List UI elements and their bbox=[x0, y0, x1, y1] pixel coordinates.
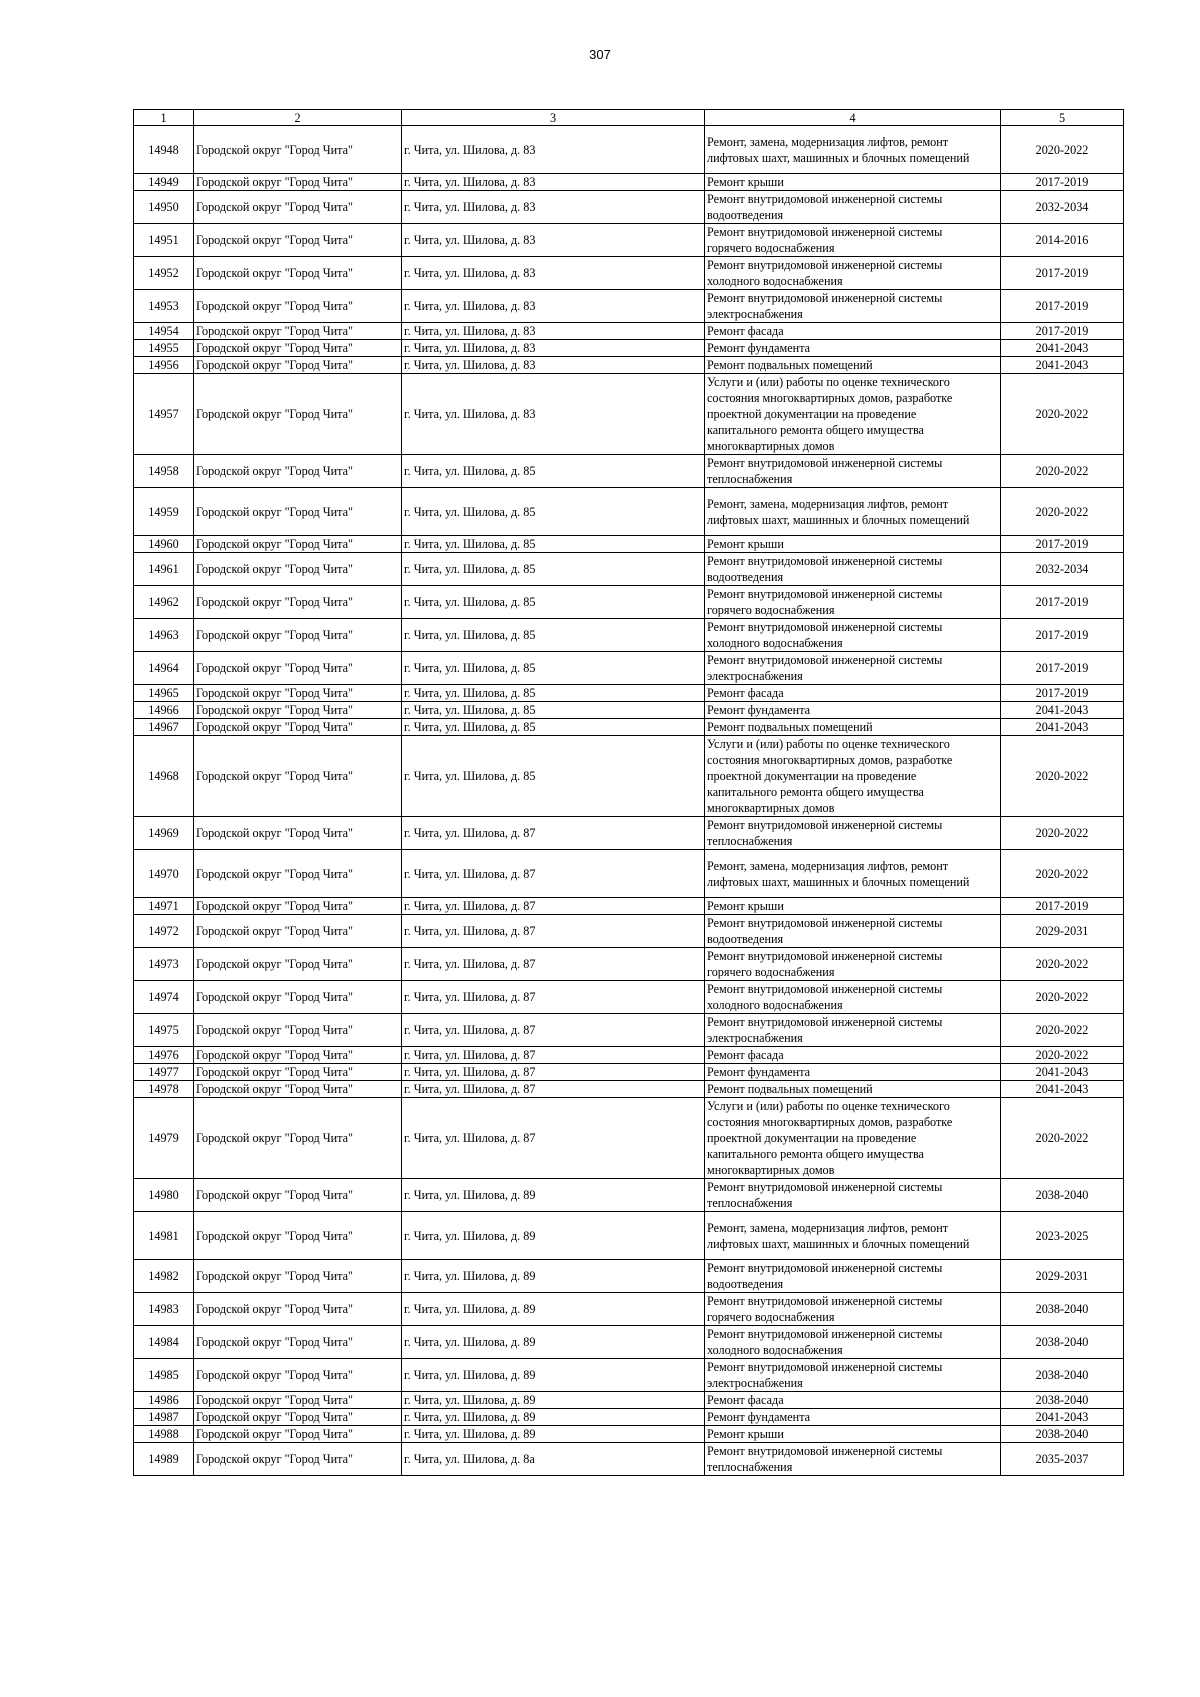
row-number: 14980 bbox=[134, 1179, 194, 1212]
row-number: 14961 bbox=[134, 553, 194, 586]
work-type-cell: Ремонт крыши bbox=[705, 174, 1001, 191]
address-cell: г. Чита, ул. Шилова, д. 85 bbox=[402, 536, 705, 553]
address-cell: г. Чита, ул. Шилова, д. 85 bbox=[402, 685, 705, 702]
period-cell: 2038-2040 bbox=[1001, 1392, 1124, 1409]
period-cell: 2017-2019 bbox=[1001, 898, 1124, 915]
row-number: 14950 bbox=[134, 191, 194, 224]
address-cell: г. Чита, ул. Шилова, д. 83 bbox=[402, 257, 705, 290]
work-type-cell: Ремонт фундамента bbox=[705, 1409, 1001, 1426]
row-number: 14968 bbox=[134, 736, 194, 817]
row-number: 14952 bbox=[134, 257, 194, 290]
work-type-cell: Ремонт фасада bbox=[705, 1392, 1001, 1409]
period-cell: 2041-2043 bbox=[1001, 357, 1124, 374]
municipality-cell: Городской округ "Город Чита" bbox=[194, 488, 402, 536]
municipality-cell: Городской округ "Город Чита" bbox=[194, 1443, 402, 1476]
table-row bbox=[134, 915, 1124, 948]
table-row bbox=[134, 817, 1124, 850]
table-row bbox=[134, 536, 1124, 553]
table-row bbox=[134, 1359, 1124, 1392]
address-cell: г. Чита, ул. Шилова, д. 85 bbox=[402, 652, 705, 685]
municipality-cell: Городской округ "Город Чита" bbox=[194, 915, 402, 948]
municipality-cell: Городской округ "Город Чита" bbox=[194, 1326, 402, 1359]
table-row bbox=[134, 126, 1124, 174]
row-number: 14957 bbox=[134, 374, 194, 455]
repair-schedule-table bbox=[133, 109, 1124, 1476]
municipality-cell: Городской округ "Город Чита" bbox=[194, 850, 402, 898]
municipality-cell: Городской округ "Город Чита" bbox=[194, 1064, 402, 1081]
table-row bbox=[134, 1212, 1124, 1260]
row-number: 14982 bbox=[134, 1260, 194, 1293]
address-cell: г. Чита, ул. Шилова, д. 87 bbox=[402, 817, 705, 850]
row-number: 14979 bbox=[134, 1098, 194, 1179]
period-cell: 2020-2022 bbox=[1001, 126, 1124, 174]
period-cell: 2020-2022 bbox=[1001, 817, 1124, 850]
work-type-cell: Ремонт внутридомовой инженерной системы горячего водоснабжения bbox=[705, 948, 1001, 981]
period-cell: 2020-2022 bbox=[1001, 374, 1124, 455]
address-cell: г. Чита, ул. Шилова, д. 83 bbox=[402, 174, 705, 191]
row-number: 14972 bbox=[134, 915, 194, 948]
address-cell: г. Чита, ул. Шилова, д. 89 bbox=[402, 1179, 705, 1212]
period-cell: 2020-2022 bbox=[1001, 850, 1124, 898]
municipality-cell: Городской округ "Город Чита" bbox=[194, 1409, 402, 1426]
period-cell: 2017-2019 bbox=[1001, 290, 1124, 323]
municipality-cell: Городской округ "Город Чита" bbox=[194, 1260, 402, 1293]
work-type-cell: Услуги и (или) работы по оценке технического состояния многоквартирных домов, разработке проектной документации на проведение капитального ремонта общего имущества многоквартирных домов bbox=[705, 1098, 1001, 1179]
period-cell: 2017-2019 bbox=[1001, 174, 1124, 191]
address-cell: г. Чита, ул. Шилова, д. 85 bbox=[402, 736, 705, 817]
work-type-cell: Ремонт подвальных помещений bbox=[705, 357, 1001, 374]
work-type-cell: Ремонт внутридомовой инженерной системы водоотведения bbox=[705, 553, 1001, 586]
work-type-cell: Ремонт внутридомовой инженерной системы холодного водоснабжения bbox=[705, 981, 1001, 1014]
row-number: 14948 bbox=[134, 126, 194, 174]
period-cell: 2020-2022 bbox=[1001, 455, 1124, 488]
table-row bbox=[134, 736, 1124, 817]
period-cell: 2041-2043 bbox=[1001, 1081, 1124, 1098]
table-row bbox=[134, 1426, 1124, 1443]
municipality-cell: Городской округ "Город Чита" bbox=[194, 1426, 402, 1443]
address-cell: г. Чита, ул. Шилова, д. 85 bbox=[402, 455, 705, 488]
work-type-cell: Ремонт внутридомовой инженерной системы холодного водоснабжения bbox=[705, 257, 1001, 290]
address-cell: г. Чита, ул. Шилова, д. 85 bbox=[402, 488, 705, 536]
work-type-cell: Ремонт, замена, модернизация лифтов, ремонт лифтовых шахт, машинных и блочных помещений bbox=[705, 850, 1001, 898]
table-row bbox=[134, 948, 1124, 981]
address-cell: г. Чита, ул. Шилова, д. 87 bbox=[402, 898, 705, 915]
period-cell: 2017-2019 bbox=[1001, 652, 1124, 685]
row-number: 14983 bbox=[134, 1293, 194, 1326]
row-number: 14955 bbox=[134, 340, 194, 357]
work-type-cell: Ремонт внутридомовой инженерной системы электроснабжения bbox=[705, 1359, 1001, 1392]
period-cell: 2029-2031 bbox=[1001, 1260, 1124, 1293]
address-cell: г. Чита, ул. Шилова, д. 87 bbox=[402, 850, 705, 898]
period-cell: 2020-2022 bbox=[1001, 981, 1124, 1014]
row-number: 14964 bbox=[134, 652, 194, 685]
table-row bbox=[134, 1409, 1124, 1426]
municipality-cell: Городской округ "Город Чита" bbox=[194, 1047, 402, 1064]
municipality-cell: Городской округ "Город Чита" bbox=[194, 553, 402, 586]
period-cell: 2038-2040 bbox=[1001, 1179, 1124, 1212]
work-type-cell: Ремонт внутридомовой инженерной системы горячего водоснабжения bbox=[705, 586, 1001, 619]
period-cell: 2032-2034 bbox=[1001, 553, 1124, 586]
row-number: 14956 bbox=[134, 357, 194, 374]
municipality-cell: Городской округ "Город Чита" bbox=[194, 898, 402, 915]
table-header-row bbox=[134, 110, 1124, 126]
period-cell: 2038-2040 bbox=[1001, 1326, 1124, 1359]
table-row bbox=[134, 898, 1124, 915]
row-number: 14951 bbox=[134, 224, 194, 257]
work-type-cell: Услуги и (или) работы по оценке технического состояния многоквартирных домов, разработке проектной документации на проведение капитального ремонта общего имущества многоквартирных домов bbox=[705, 374, 1001, 455]
period-cell: 2032-2034 bbox=[1001, 191, 1124, 224]
work-type-cell: Ремонт внутридомовой инженерной системы теплоснабжения bbox=[705, 1443, 1001, 1476]
row-number: 14973 bbox=[134, 948, 194, 981]
address-cell: г. Чита, ул. Шилова, д. 85 bbox=[402, 553, 705, 586]
period-cell: 2017-2019 bbox=[1001, 323, 1124, 340]
municipality-cell: Городской округ "Город Чита" bbox=[194, 340, 402, 357]
work-type-cell: Ремонт крыши bbox=[705, 898, 1001, 915]
address-cell: г. Чита, ул. Шилова, д. 87 bbox=[402, 1047, 705, 1064]
address-cell: г. Чита, ул. Шилова, д. 85 bbox=[402, 702, 705, 719]
work-type-cell: Ремонт внутридомовой инженерной системы электроснабжения bbox=[705, 652, 1001, 685]
work-type-cell: Ремонт внутридомовой инженерной системы водоотведения bbox=[705, 191, 1001, 224]
table-row bbox=[134, 455, 1124, 488]
municipality-cell: Городской округ "Город Чита" bbox=[194, 652, 402, 685]
row-number: 14988 bbox=[134, 1426, 194, 1443]
work-type-cell: Ремонт крыши bbox=[705, 536, 1001, 553]
row-number: 14967 bbox=[134, 719, 194, 736]
table-row bbox=[134, 340, 1124, 357]
address-cell: г. Чита, ул. Шилова, д. 83 bbox=[402, 357, 705, 374]
table-row bbox=[134, 357, 1124, 374]
row-number: 14974 bbox=[134, 981, 194, 1014]
table-row bbox=[134, 1047, 1124, 1064]
table-row bbox=[134, 290, 1124, 323]
period-cell: 2017-2019 bbox=[1001, 586, 1124, 619]
work-type-cell: Ремонт, замена, модернизация лифтов, ремонт лифтовых шахт, машинных и блочных помещений bbox=[705, 488, 1001, 536]
table-row bbox=[134, 652, 1124, 685]
row-number: 14977 bbox=[134, 1064, 194, 1081]
table-row bbox=[134, 685, 1124, 702]
municipality-cell: Городской округ "Город Чита" bbox=[194, 323, 402, 340]
table-row bbox=[134, 1293, 1124, 1326]
municipality-cell: Городской округ "Город Чита" bbox=[194, 374, 402, 455]
table-row bbox=[134, 191, 1124, 224]
period-cell: 2017-2019 bbox=[1001, 257, 1124, 290]
table-row bbox=[134, 1098, 1124, 1179]
row-number: 14981 bbox=[134, 1212, 194, 1260]
address-cell: г. Чита, ул. Шилова, д. 83 bbox=[402, 340, 705, 357]
table-row bbox=[134, 553, 1124, 586]
address-cell: г. Чита, ул. Шилова, д. 83 bbox=[402, 374, 705, 455]
table-row bbox=[134, 224, 1124, 257]
municipality-cell: Городской округ "Город Чита" bbox=[194, 290, 402, 323]
column-header: 5 bbox=[1001, 110, 1124, 126]
work-type-cell: Ремонт фасада bbox=[705, 685, 1001, 702]
column-header: 1 bbox=[134, 110, 194, 126]
address-cell: г. Чита, ул. Шилова, д. 85 bbox=[402, 719, 705, 736]
work-type-cell: Ремонт внутридомовой инженерной системы водоотведения bbox=[705, 915, 1001, 948]
municipality-cell: Городской округ "Город Чита" bbox=[194, 357, 402, 374]
table-row bbox=[134, 174, 1124, 191]
work-type-cell: Ремонт внутридомовой инженерной системы теплоснабжения bbox=[705, 1179, 1001, 1212]
row-number: 14975 bbox=[134, 1014, 194, 1047]
address-cell: г. Чита, ул. Шилова, д. 87 bbox=[402, 1098, 705, 1179]
row-number: 14960 bbox=[134, 536, 194, 553]
period-cell: 2014-2016 bbox=[1001, 224, 1124, 257]
municipality-cell: Городской округ "Город Чита" bbox=[194, 224, 402, 257]
municipality-cell: Городской округ "Город Чита" bbox=[194, 536, 402, 553]
work-type-cell: Ремонт фасада bbox=[705, 323, 1001, 340]
municipality-cell: Городской округ "Город Чита" bbox=[194, 736, 402, 817]
period-cell: 2041-2043 bbox=[1001, 340, 1124, 357]
work-type-cell: Ремонт внутридомовой инженерной системы электроснабжения bbox=[705, 290, 1001, 323]
address-cell: г. Чита, ул. Шилова, д. 83 bbox=[402, 191, 705, 224]
column-header: 2 bbox=[194, 110, 402, 126]
period-cell: 2020-2022 bbox=[1001, 1047, 1124, 1064]
municipality-cell: Городской округ "Город Чита" bbox=[194, 1392, 402, 1409]
municipality-cell: Городской округ "Город Чита" bbox=[194, 1293, 402, 1326]
period-cell: 2020-2022 bbox=[1001, 488, 1124, 536]
municipality-cell: Городской округ "Город Чита" bbox=[194, 1359, 402, 1392]
address-cell: г. Чита, ул. Шилова, д. 83 bbox=[402, 290, 705, 323]
period-cell: 2038-2040 bbox=[1001, 1426, 1124, 1443]
address-cell: г. Чита, ул. Шилова, д. 89 bbox=[402, 1392, 705, 1409]
municipality-cell: Городской округ "Город Чита" bbox=[194, 719, 402, 736]
municipality-cell: Городской округ "Город Чита" bbox=[194, 685, 402, 702]
work-type-cell: Ремонт фундамента bbox=[705, 1064, 1001, 1081]
work-type-cell: Ремонт, замена, модернизация лифтов, ремонт лифтовых шахт, машинных и блочных помещений bbox=[705, 126, 1001, 174]
table-row bbox=[134, 1081, 1124, 1098]
work-type-cell: Ремонт подвальных помещений bbox=[705, 1081, 1001, 1098]
municipality-cell: Городской округ "Город Чита" bbox=[194, 174, 402, 191]
period-cell: 2023-2025 bbox=[1001, 1212, 1124, 1260]
row-number: 14953 bbox=[134, 290, 194, 323]
address-cell: г. Чита, ул. Шилова, д. 89 bbox=[402, 1293, 705, 1326]
row-number: 14987 bbox=[134, 1409, 194, 1426]
address-cell: г. Чита, ул. Шилова, д. 85 bbox=[402, 619, 705, 652]
period-cell: 2038-2040 bbox=[1001, 1293, 1124, 1326]
table-row bbox=[134, 1064, 1124, 1081]
municipality-cell: Городской округ "Город Чита" bbox=[194, 948, 402, 981]
work-type-cell: Ремонт фасада bbox=[705, 1047, 1001, 1064]
period-cell: 2041-2043 bbox=[1001, 1409, 1124, 1426]
municipality-cell: Городской округ "Город Чита" bbox=[194, 1014, 402, 1047]
row-number: 14971 bbox=[134, 898, 194, 915]
table-row bbox=[134, 850, 1124, 898]
municipality-cell: Городской округ "Город Чита" bbox=[194, 1179, 402, 1212]
page-number: 307 bbox=[589, 47, 611, 62]
address-cell: г. Чита, ул. Шилова, д. 89 bbox=[402, 1409, 705, 1426]
municipality-cell: Городской округ "Город Чита" bbox=[194, 191, 402, 224]
municipality-cell: Городской округ "Город Чита" bbox=[194, 702, 402, 719]
row-number: 14970 bbox=[134, 850, 194, 898]
address-cell: г. Чита, ул. Шилова, д. 89 bbox=[402, 1359, 705, 1392]
table-row bbox=[134, 323, 1124, 340]
row-number: 14966 bbox=[134, 702, 194, 719]
row-number: 14984 bbox=[134, 1326, 194, 1359]
table-row bbox=[134, 981, 1124, 1014]
municipality-cell: Городской округ "Город Чита" bbox=[194, 1098, 402, 1179]
table-row bbox=[134, 488, 1124, 536]
period-cell: 2020-2022 bbox=[1001, 1098, 1124, 1179]
work-type-cell: Ремонт внутридомовой инженерной системы горячего водоснабжения bbox=[705, 224, 1001, 257]
address-cell: г. Чита, ул. Шилова, д. 89 bbox=[402, 1260, 705, 1293]
address-cell: г. Чита, ул. Шилова, д. 89 bbox=[402, 1212, 705, 1260]
period-cell: 2038-2040 bbox=[1001, 1359, 1124, 1392]
address-cell: г. Чита, ул. Шилова, д. 85 bbox=[402, 586, 705, 619]
address-cell: г. Чита, ул. Шилова, д. 89 bbox=[402, 1326, 705, 1359]
municipality-cell: Городской округ "Город Чита" bbox=[194, 619, 402, 652]
table-row bbox=[134, 257, 1124, 290]
period-cell: 2041-2043 bbox=[1001, 1064, 1124, 1081]
row-number: 14954 bbox=[134, 323, 194, 340]
work-type-cell: Ремонт фундамента bbox=[705, 340, 1001, 357]
work-type-cell: Ремонт подвальных помещений bbox=[705, 719, 1001, 736]
work-type-cell: Услуги и (или) работы по оценке технического состояния многоквартирных домов, разработке проектной документации на проведение капитального ремонта общего имущества многоквартирных домов bbox=[705, 736, 1001, 817]
period-cell: 2017-2019 bbox=[1001, 619, 1124, 652]
work-type-cell: Ремонт внутридомовой инженерной системы водоотведения bbox=[705, 1260, 1001, 1293]
period-cell: 2017-2019 bbox=[1001, 536, 1124, 553]
table-row bbox=[134, 1014, 1124, 1047]
address-cell: г. Чита, ул. Шилова, д. 87 bbox=[402, 948, 705, 981]
row-number: 14965 bbox=[134, 685, 194, 702]
municipality-cell: Городской округ "Город Чита" bbox=[194, 126, 402, 174]
address-cell: г. Чита, ул. Шилова, д. 87 bbox=[402, 1014, 705, 1047]
table-row bbox=[134, 719, 1124, 736]
municipality-cell: Городской округ "Город Чита" bbox=[194, 586, 402, 619]
row-number: 14949 bbox=[134, 174, 194, 191]
period-cell: 2017-2019 bbox=[1001, 685, 1124, 702]
row-number: 14976 bbox=[134, 1047, 194, 1064]
table-row bbox=[134, 1179, 1124, 1212]
period-cell: 2020-2022 bbox=[1001, 736, 1124, 817]
work-type-cell: Ремонт внутридомовой инженерной системы теплоснабжения bbox=[705, 455, 1001, 488]
period-cell: 2020-2022 bbox=[1001, 948, 1124, 981]
work-type-cell: Ремонт внутридомовой инженерной системы холодного водоснабжения bbox=[705, 1326, 1001, 1359]
address-cell: г. Чита, ул. Шилова, д. 83 bbox=[402, 126, 705, 174]
row-number: 14962 bbox=[134, 586, 194, 619]
address-cell: г. Чита, ул. Шилова, д. 87 bbox=[402, 1064, 705, 1081]
row-number: 14969 bbox=[134, 817, 194, 850]
address-cell: г. Чита, ул. Шилова, д. 87 bbox=[402, 981, 705, 1014]
work-type-cell: Ремонт внутридомовой инженерной системы холодного водоснабжения bbox=[705, 619, 1001, 652]
row-number: 14989 bbox=[134, 1443, 194, 1476]
work-type-cell: Ремонт внутридомовой инженерной системы электроснабжения bbox=[705, 1014, 1001, 1047]
period-cell: 2020-2022 bbox=[1001, 1014, 1124, 1047]
row-number: 14986 bbox=[134, 1392, 194, 1409]
table-row bbox=[134, 1260, 1124, 1293]
work-type-cell: Ремонт, замена, модернизация лифтов, ремонт лифтовых шахт, машинных и блочных помещений bbox=[705, 1212, 1001, 1260]
row-number: 14958 bbox=[134, 455, 194, 488]
period-cell: 2041-2043 bbox=[1001, 702, 1124, 719]
table-row bbox=[134, 374, 1124, 455]
period-cell: 2029-2031 bbox=[1001, 915, 1124, 948]
work-type-cell: Ремонт крыши bbox=[705, 1426, 1001, 1443]
address-cell: г. Чита, ул. Шилова, д. 89 bbox=[402, 1426, 705, 1443]
period-cell: 2041-2043 bbox=[1001, 719, 1124, 736]
municipality-cell: Городской округ "Город Чита" bbox=[194, 817, 402, 850]
row-number: 14959 bbox=[134, 488, 194, 536]
table-row bbox=[134, 1326, 1124, 1359]
row-number: 14978 bbox=[134, 1081, 194, 1098]
row-number: 14985 bbox=[134, 1359, 194, 1392]
address-cell: г. Чита, ул. Шилова, д. 87 bbox=[402, 915, 705, 948]
table-body bbox=[134, 126, 1124, 1476]
address-cell: г. Чита, ул. Шилова, д. 83 bbox=[402, 323, 705, 340]
row-number: 14963 bbox=[134, 619, 194, 652]
table-row bbox=[134, 1392, 1124, 1409]
column-header: 4 bbox=[705, 110, 1001, 126]
municipality-cell: Городской округ "Город Чита" bbox=[194, 455, 402, 488]
work-type-cell: Ремонт фундамента bbox=[705, 702, 1001, 719]
table-row bbox=[134, 586, 1124, 619]
address-cell: г. Чита, ул. Шилова, д. 8а bbox=[402, 1443, 705, 1476]
table-row bbox=[134, 619, 1124, 652]
column-header: 3 bbox=[402, 110, 705, 126]
municipality-cell: Городской округ "Город Чита" bbox=[194, 1212, 402, 1260]
municipality-cell: Городской округ "Город Чита" bbox=[194, 981, 402, 1014]
municipality-cell: Городской округ "Город Чита" bbox=[194, 1081, 402, 1098]
municipality-cell: Городской округ "Город Чита" bbox=[194, 257, 402, 290]
address-cell: г. Чита, ул. Шилова, д. 83 bbox=[402, 224, 705, 257]
table-row bbox=[134, 702, 1124, 719]
table-row bbox=[134, 1443, 1124, 1476]
address-cell: г. Чита, ул. Шилова, д. 87 bbox=[402, 1081, 705, 1098]
work-type-cell: Ремонт внутридомовой инженерной системы теплоснабжения bbox=[705, 817, 1001, 850]
work-type-cell: Ремонт внутридомовой инженерной системы горячего водоснабжения bbox=[705, 1293, 1001, 1326]
period-cell: 2035-2037 bbox=[1001, 1443, 1124, 1476]
